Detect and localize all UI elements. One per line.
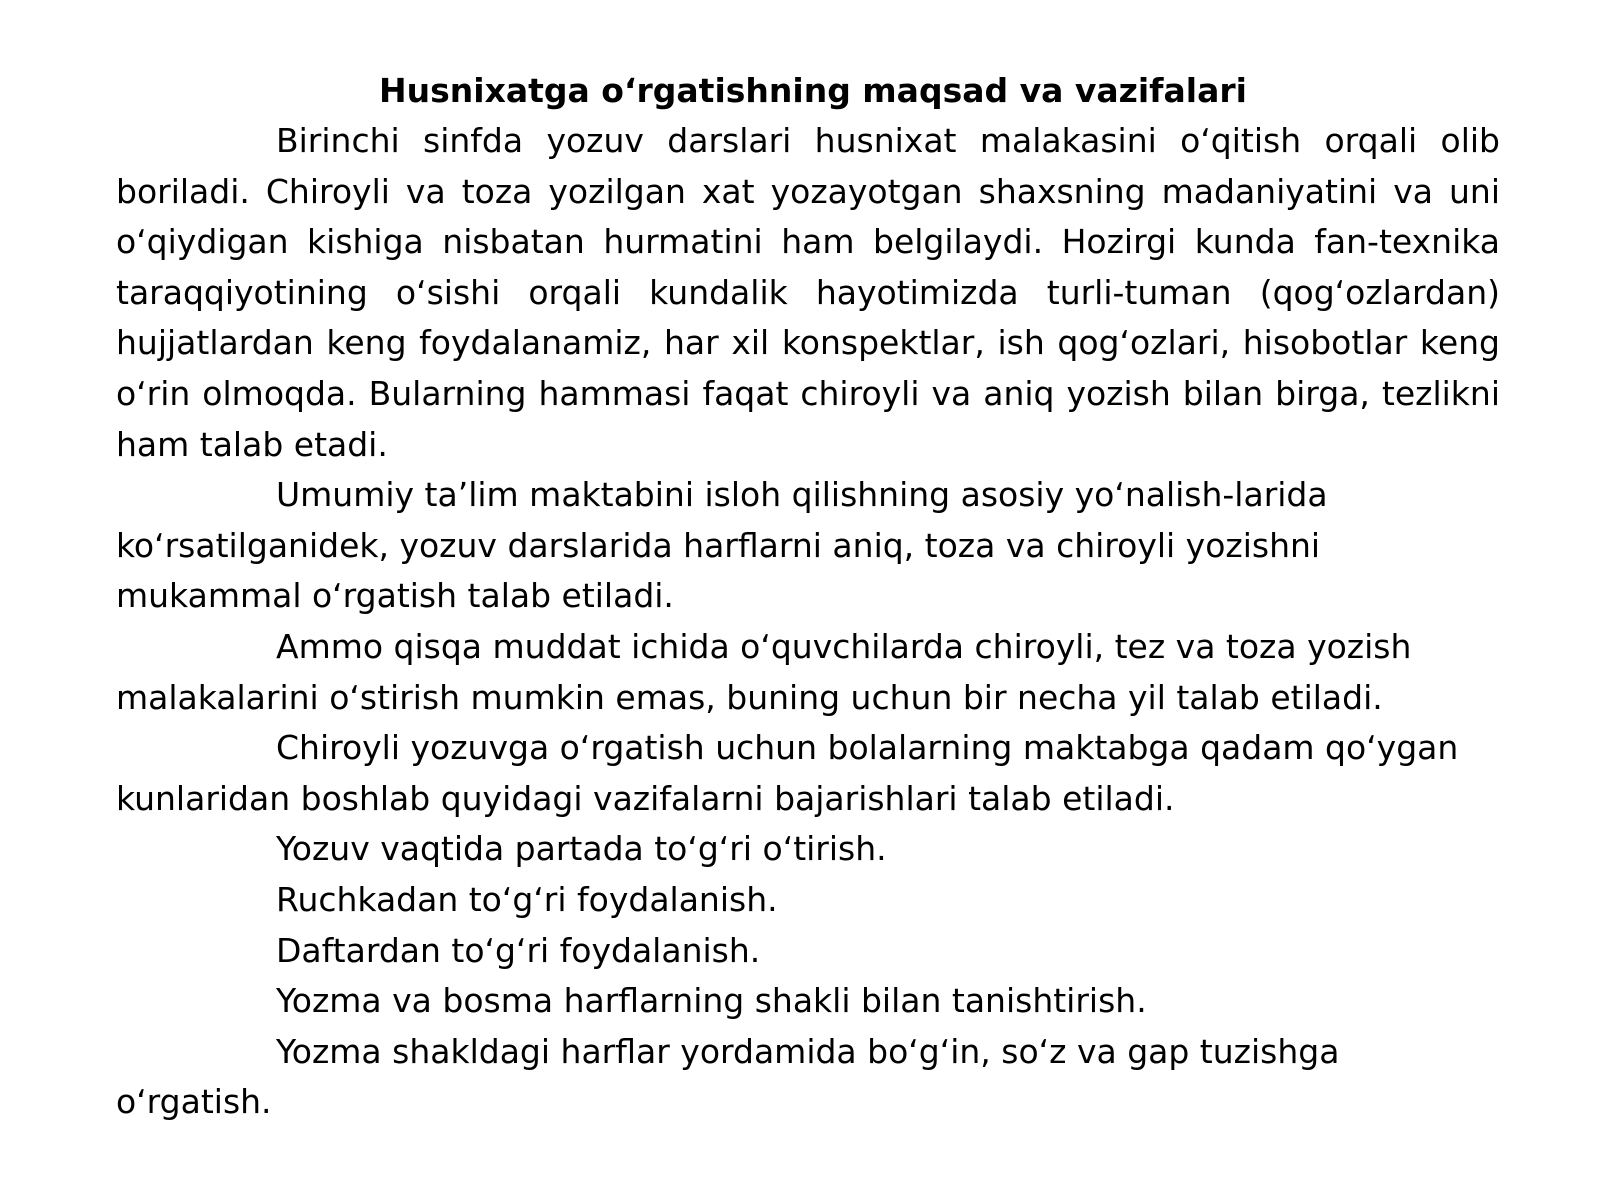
paragraph-reform: Umumiy ta’lim maktabini isloh qilishning asosiy yo‘nalish-larida ko‘rsatilganidek, yozuv darslarida harflarni aniq, toza va chiroyli yozishni mukammal o‘rgatish talab etiladi.	[116, 475, 1328, 616]
document-title: Husnixatga o‘rgatishning maqsad va vazifalari	[379, 71, 1247, 110]
paragraph-duration: Ammo qisqa muddat ichida o‘quvchilarda chiroyli, tez va toza yozish malakalarini o‘stirish mumkin emas, buning uchun bir necha yil talab etiladi.	[116, 626, 1412, 717]
paragraph-tasks-intro: Chiroyli yozuvga o‘rgatish uchun bolalarning maktabga qadam qo‘ygan kunlaridan boshlab quyidagi vazifalarni bajarishlari talab etiladi.	[116, 728, 1459, 818]
list-item-syllables: Yozma shakldagi harflar yordamida bo‘g‘in, so‘z va gap tuzishga o‘rgatish.	[116, 1031, 1340, 1122]
list-item-letter-shapes: Yozma va bosma harflarning shakli bilan tanishtirish.	[276, 981, 1147, 1021]
paragraph-intro: Birinchi sinfda yozuv darslari husnixat malakasini o‘qitish orqali olib boriladi. Chiroyli va toza yozilgan xat yozayotgan shaxsning madaniyatini va uni o‘qiydigan kishiga nisbatan hurmatini ham belgilaydi. Hozirgi kunda fan-texnika taraqqiyotining o‘sishi orqali kundalik hayotimizda turli-tuman (qog‘ozlardan) hujjatlardan keng foydalanamiz, har xil konspektlar, ish qog‘ozlari, hisobotlar keng o‘rin olmoqda. Bularning hammasi faqat chiroyli va aniq yozish bilan birga, tezlikni ham talab etadi.	[116, 121, 1500, 464]
list-item-posture: Yozuv vaqtida partada to‘g‘ri o‘tirish.	[276, 829, 887, 869]
list-item-pen: Ruchkadan to‘g‘ri foydalanish.	[276, 879, 778, 919]
list-item-notebook: Daftardan to‘g‘ri foydalanish.	[276, 930, 761, 970]
